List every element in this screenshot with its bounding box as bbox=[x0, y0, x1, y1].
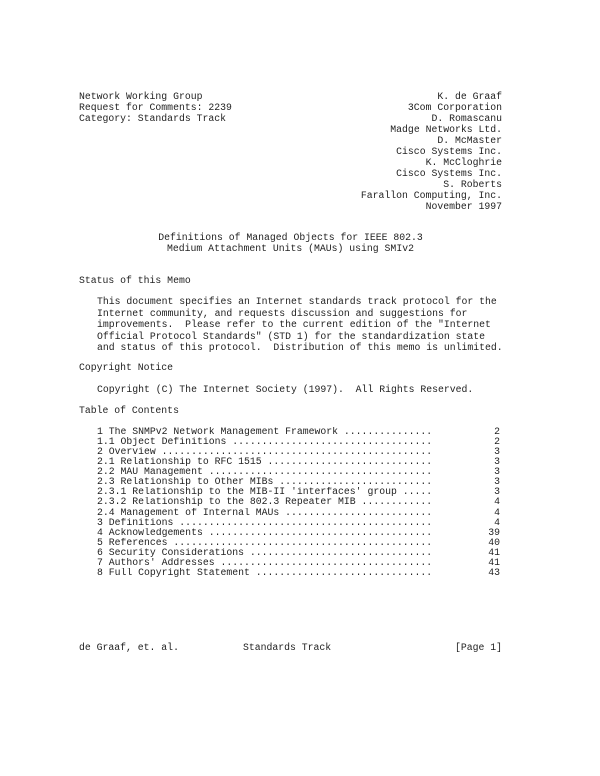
toc-entry-page: 3 bbox=[494, 456, 500, 468]
document-title bbox=[79, 232, 502, 255]
toc-entry[interactable] bbox=[97, 437, 500, 447]
header-line: Network Working Group bbox=[79, 91, 203, 102]
author-line: S. Roberts bbox=[443, 179, 502, 190]
toc-entry-title: 2 Overview .............................................. bbox=[97, 447, 433, 458]
author-line: Cisco Systems Inc. bbox=[396, 168, 502, 179]
author-line: D. Romascanu bbox=[431, 113, 502, 124]
footer-category: Standards Track bbox=[243, 642, 332, 653]
title-line: Definitions of Managed Objects for IEEE 802.3 bbox=[158, 232, 423, 243]
toc-entry-page: 39 bbox=[488, 526, 500, 538]
toc-entry-title: 3 Definitions ........................................... bbox=[97, 517, 433, 528]
author-line: 3Com Corporation bbox=[407, 102, 502, 113]
toc-entry[interactable] bbox=[97, 447, 500, 457]
toc-entry-page: 41 bbox=[488, 556, 500, 568]
toc-entry-page: 2 bbox=[494, 436, 500, 448]
toc-entry-page: 41 bbox=[488, 546, 500, 558]
toc-entry-page: 40 bbox=[488, 536, 500, 548]
paragraph-line: Internet community, and requests discussion and suggestions for bbox=[97, 307, 468, 319]
toc-entry[interactable] bbox=[97, 528, 500, 538]
toc-entry-page: 3 bbox=[494, 466, 500, 478]
toc-entry-page: 3 bbox=[494, 476, 500, 488]
toc-entry-title: 8 Full Copyright Statement .............................. bbox=[97, 567, 433, 578]
paragraph-line: This document specifies an Internet standards track protocol for the bbox=[97, 296, 497, 307]
toc-entry-page: 43 bbox=[488, 566, 500, 578]
copyright-heading: Copyright Notice bbox=[79, 362, 174, 373]
toc-entry[interactable] bbox=[97, 568, 500, 578]
toc-entry-title: 7 Authors' Addresses .................................... bbox=[97, 557, 433, 568]
header-right bbox=[361, 91, 502, 212]
toc-entry[interactable] bbox=[97, 457, 500, 467]
toc-entry-title: 2.4 Management of Internal MAUs ......................... bbox=[97, 507, 433, 518]
toc-entry-page: 3 bbox=[494, 446, 500, 458]
toc-entry[interactable] bbox=[97, 538, 500, 548]
toc-entry[interactable] bbox=[97, 427, 500, 437]
author-line: D. McMaster bbox=[437, 135, 502, 146]
header-line: Request for Comments: 2239 bbox=[79, 102, 232, 113]
toc-heading: Table of Contents bbox=[79, 405, 179, 416]
toc-entry-page: 3 bbox=[494, 486, 500, 498]
author-line: K. McCloghrie bbox=[425, 157, 502, 168]
toc-entry[interactable] bbox=[97, 477, 500, 487]
toc-entry[interactable] bbox=[97, 497, 500, 507]
toc-entry-title: 2.1 Relationship to RFC 1515 ............................ bbox=[97, 457, 433, 468]
author-line: K. de Graaf bbox=[437, 91, 502, 102]
toc-entry[interactable] bbox=[97, 487, 500, 497]
copyright-text: Copyright (C) The Internet Society (1997). All Rights Reserved. bbox=[97, 384, 474, 395]
toc-entry[interactable] bbox=[97, 518, 500, 528]
title-line: Medium Attachment Units (MAUs) using SMIv2 bbox=[167, 243, 414, 255]
author-line: Madge Networks Ltd. bbox=[390, 124, 502, 135]
status-heading: Status of this Memo bbox=[79, 275, 191, 286]
toc-entry-title: 2.2 MAU Management ...................................... bbox=[97, 467, 433, 478]
header-left bbox=[79, 91, 232, 124]
toc-entry-page: 4 bbox=[494, 516, 500, 528]
paragraph-line: improvements. Please refer to the current edition of the "Internet bbox=[97, 319, 491, 330]
toc-entry-title: 2.3.2 Relationship to the 802.3 Repeater MIB ............ bbox=[97, 497, 433, 508]
toc-entry[interactable] bbox=[97, 467, 500, 477]
header-line: Category: Standards Track bbox=[79, 113, 226, 124]
toc-entry-page: 4 bbox=[494, 496, 500, 508]
footer-authors: de Graaf, et. al. bbox=[79, 642, 179, 653]
status-paragraph bbox=[97, 296, 503, 354]
paragraph-line: Official Protocol Standards" (STD 1) for the standardization state bbox=[97, 330, 486, 342]
toc-entry-title: 4 Acknowledgements ...................................... bbox=[97, 527, 433, 538]
toc-entry[interactable] bbox=[97, 508, 500, 518]
author-line: Cisco Systems Inc. bbox=[396, 146, 502, 157]
toc-entry[interactable] bbox=[97, 548, 500, 558]
toc-entry[interactable] bbox=[97, 558, 500, 568]
author-line: Farallon Computing, Inc. bbox=[360, 190, 502, 201]
table-of-contents bbox=[97, 427, 500, 578]
toc-entry-title: 2.3.1 Relationship to the MIB-II 'interfaces' group ..... bbox=[97, 487, 433, 498]
toc-entry-title: 1.1 Object Definitions .................................. bbox=[97, 437, 433, 448]
toc-entry-title: 1 The SNMPv2 Network Management Framework ............... bbox=[97, 427, 433, 437]
date-line: November 1997 bbox=[425, 201, 502, 212]
footer-page-number: [Page 1] bbox=[454, 642, 502, 653]
toc-entry-title: 5 References ............................................ bbox=[97, 537, 433, 548]
paragraph-line: and status of this protocol. Distribution of this memo is unlimited. bbox=[97, 342, 503, 353]
toc-entry-title: 6 Security Considerations ............................... bbox=[97, 547, 433, 558]
toc-entry-page: 2 bbox=[494, 426, 500, 437]
toc-entry-page: 4 bbox=[494, 506, 500, 518]
toc-entry-title: 2.3 Relationship to Other MIBs .......................... bbox=[97, 477, 433, 488]
